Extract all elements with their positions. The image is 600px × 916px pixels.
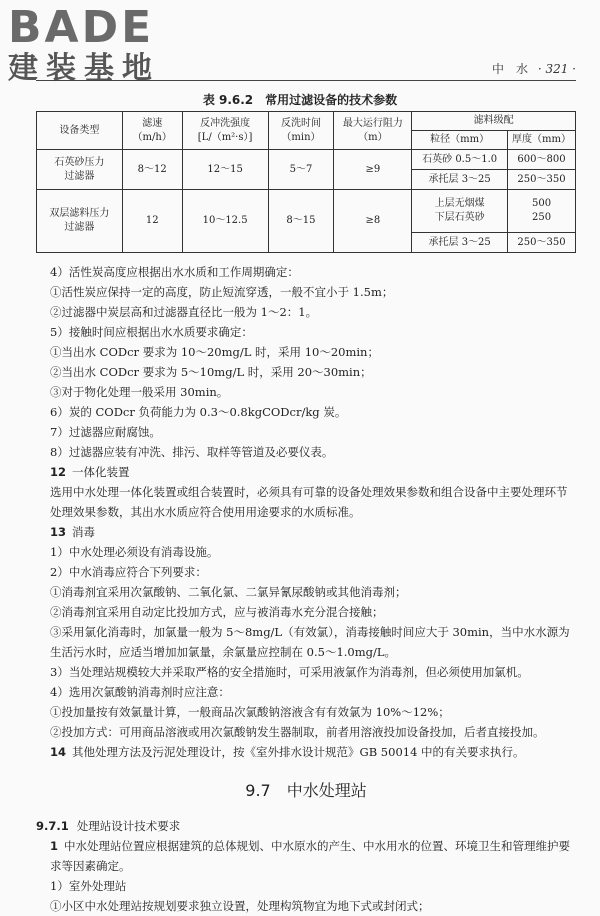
cell-time: 8～15 [268,190,334,253]
subsection-heading [36,742,576,762]
body-text [36,262,576,916]
subsection-number: 14 [50,745,67,759]
logo-subtitle: 建装基地 [8,51,160,86]
time-unit: （min） [281,131,321,143]
table-row [37,150,576,170]
logo [8,2,160,86]
section-title: 9.7 中水处理站 [245,781,367,800]
resistance-unit: （m） [358,131,388,143]
cell-speed: 8～12 [122,150,182,190]
cell-resistance: ≥9 [334,150,412,190]
paragraph: 3）当处理站规模较大并采取严格的安全措施时，可采用液氯作为消毒剂，但必须使用加氯机。 [50,665,529,679]
backwash-unit: [L/（m²·s）] [197,131,253,143]
spec-table [36,111,576,253]
paragraph: ③采用氯化消毒时，加氯量一般为 5～8mg/L（有效氯），消毒接触时间应大于 30min，当中水水源为生活污水时，应适当增加加氯量，余氯量应控制在 0.5～1.0mg/L。 [50,625,570,659]
cell-time: 5～7 [268,150,334,190]
resistance-label: 最大运行阻力 [342,117,403,129]
paragraph: 1）室外处理站 [50,879,127,893]
paragraph: ②当出水 CODcr 要求为 5～10mg/L 时，采用 20～30min； [50,365,372,379]
clause-heading [36,816,576,836]
cell-grain: 承托层 3～25 [412,170,508,190]
cell-type [37,150,123,190]
item-text: 中水处理站位置应根据建筑的总体规划、中水原水的产生、中水用水的位置、环境卫生和管理维护要求等因素确定。 [50,839,571,873]
subsection-heading [36,522,576,542]
subsection-number: 13 [50,525,67,539]
paragraph: ②过滤器中炭层高和过滤器直径比一般为 1～2：1。 [50,305,318,319]
type-line: 过滤器 [64,170,95,182]
table-caption: 表 9.6.2 常用过滤设备的技术参数 [202,93,398,107]
cell-backwash: 10～12.5 [182,190,268,253]
cell-type [37,190,123,253]
clause-item [36,836,576,876]
col-header-media: 滤料级配 [412,112,576,131]
running-header [492,60,576,77]
paragraph: ①投加量按有效氯量计算，一般商品次氯酸钠溶液含有有效氯为 10%～12%； [50,705,450,719]
paragraph: 4）活性炭高度应根据出水水质和工作周期确定： [50,265,299,279]
col-header-backwash [182,112,268,150]
cell-grain: 石英砂 0.5～1.0 [412,150,508,170]
table-header-row [37,112,576,131]
subsection-title: 消毒 [72,525,96,539]
col-header-time [268,112,334,150]
cell-speed: 12 [122,190,182,253]
paragraph: 8）过滤器应装有冲洗、排污、取样等管道及必要仪表。 [50,445,334,459]
type-line: 过滤器 [64,222,95,233]
paragraph: ①小区中水处理站按规划要求独立设置，处理构筑物宜为地下式或封闭式； [50,899,430,913]
cell-thickness: 250～350 [508,170,576,190]
paragraph: 选用中水处理一体化装置或组合装置时，必须具有可靠的设备处理效果参数和组合设备中主要处理环节处理效果参数，其出水水质应符合使用用途要求的水质标准。 [50,485,568,519]
cell-backwash: 12～15 [182,150,268,190]
logo-word: BADE [8,2,155,53]
cell-grain: 承托层 3～25 [412,233,508,253]
grain-line: 下层石英砂 [434,212,485,223]
paragraph: ①活性炭应保持一定的高度，防止短流穿透，一般不宜小于 1.5m； [50,285,394,299]
paragraph: ②消毒剂宜采用自动定比投加方式，应与被消毒水充分混合接触； [50,605,384,619]
paragraph: 4）选用次氯酸钠消毒剂时应注意： [50,685,230,699]
subsection-number: 12 [50,465,67,479]
page-number: · 321 · [537,62,576,76]
backwash-label: 反冲洗强度 [200,117,251,129]
thickness-line: 500 [531,198,552,209]
cell-grain [412,190,508,233]
grain-line: 上层无烟煤 [434,198,485,209]
time-label: 反洗时间 [280,117,321,129]
cell-resistance: ≥8 [334,190,412,253]
paragraph: ②投加方式：可用商品溶液或用次氯酸钠发生器制取，前者用溶液投加设备投加，后者直接投加。 [50,725,545,739]
chapter-name: 中 水 [491,62,528,76]
cell-thickness: 600～800 [508,150,576,170]
cell-thickness [508,190,576,233]
type-line: 石英砂压力 [54,156,105,168]
subsection-title: 一体化装置 [72,465,130,479]
type-line: 双层滤料压力 [49,208,110,219]
paragraph: ③对于物化处理一般采用 30min。 [50,385,229,399]
table-row [37,190,576,233]
speed-label: 滤速 [142,117,163,129]
item-number: 1 [50,839,59,853]
col-header-thickness: 厚度（mm） [508,131,576,150]
paragraph: 6）炭的 CODcr 负荷能力为 0.3～0.8kgCODcr/kg 炭。 [50,405,347,419]
col-header-speed [122,112,182,150]
col-header-type: 设备类型 [37,112,123,150]
header-rule [36,80,576,81]
paragraph: ①当出水 CODcr 要求为 10～20mg/L 时，采用 10～20min； [50,345,379,359]
col-header-grain: 粒径（mm） [412,131,508,150]
paragraph: 1）中水处理必须设有消毒设施。 [50,545,219,559]
paragraph: 2）中水消毒应符合下列要求： [50,565,207,579]
thickness-line: 250 [531,212,552,223]
paragraph: 5）接触时间应根据出水水质要求确定： [50,325,253,339]
cell-thickness: 250～350 [508,233,576,253]
col-header-resistance [334,112,412,150]
paragraph: 7）过滤器应耐腐蚀。 [50,425,161,439]
paragraph: 其他处理方法及污泥处理设计，按《室外排水设计规范》GB 50014 中的有关要求执行。 [72,745,525,759]
clause-title: 处理站设计技术要求 [76,819,181,833]
clause-number: 9.7.1 [36,819,69,833]
speed-unit: （m/h） [132,131,172,143]
subsection-heading [36,462,576,482]
paragraph: ①消毒剂宜采用次氯酸钠、二氧化氯、二氯异氰尿酸钠或其他消毒剂； [50,585,407,599]
